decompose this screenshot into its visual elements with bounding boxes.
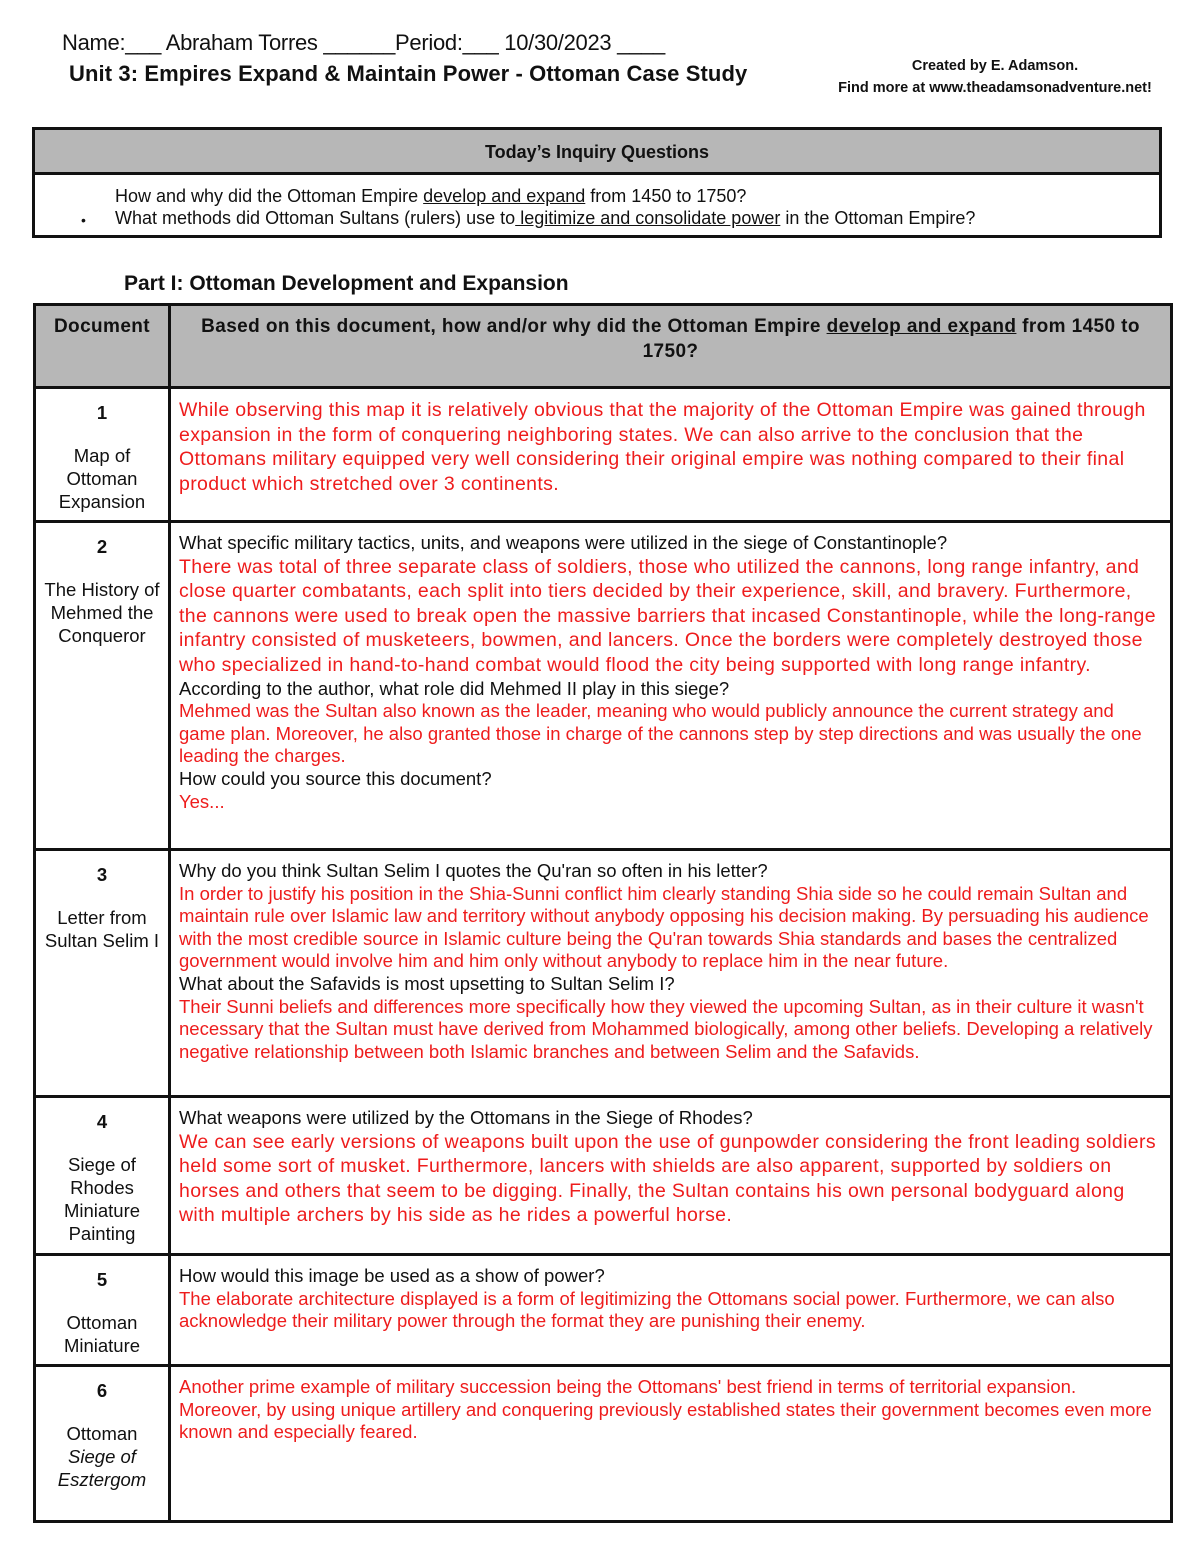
credit-author: Created by E. Adamson. (911, 58, 1079, 74)
document-title: Letter from Sultan Selim I (44, 907, 160, 951)
response-cell (170, 522, 1172, 850)
bullet: • (81, 212, 86, 228)
document-cell (35, 1255, 170, 1366)
document-title: Ottoman (66, 1423, 138, 1444)
document-cell (35, 1097, 170, 1255)
column-header-question: Based on this document, how and/or why did the Ottoman Empire develop and expand from 1450 to 1750? (170, 305, 1172, 388)
table-row (35, 1097, 1172, 1255)
answer-text: Yes... (179, 790, 225, 812)
answer-text: Another prime example of military succession being the Ottomans' best friend in terms of territorial expansion. Moreover, by using unique artillery and conquering previously established states their government becomes even more known and especially feared. (179, 1376, 1152, 1443)
document-cell (35, 388, 170, 522)
document-number: 2 (96, 536, 108, 557)
answer-text: Their Sunni beliefs and differences more specifically how they viewed the upcoming Sultan, as in their culture it wasn't necessary that the Sultan must have derived from Mohammed biologically, among other beliefs. Developing a relatively negative relationship between both Islamic branches and between Selim and the Safavids. (179, 995, 1153, 1062)
answer-text: We can see early versions of weapons built upon the use of gunpowder considering the front leading soldiers held some sort of musket. Furthermore, lancers with shields are also apparent, supported by soldiers on horses and others that seem to be digging. Finally, the Sultan contains his own personal bodyguard along with multiple archers by his side as he rides a powerful horse. (179, 1130, 1156, 1227)
inquiry-questions-box (32, 127, 1162, 238)
page-title: Unit 3: Empires Expand & Maintain Power - Ottoman Case Study (69, 61, 748, 86)
answer-text: There was total of three separate class of soldiers, those who utilized the cannons, long range infantry, and close quarter combatants, each split into tiers decided by their experience, skill, and bravery. Furthermore, the cannons were used to break open the massive barriers that incased Constantinople, while the long-range infantry consisted of musketeers, bowmen, and lancers. Once the borders were completely destroyed those who specialized in hand-to-hand combat would flood the city being supported with long range infantry. (179, 555, 1156, 676)
document-title: Ottoman Miniature (63, 1312, 141, 1356)
table-row (35, 1255, 1172, 1366)
question-text: How could you source this document? (179, 767, 492, 789)
question-text: Why do you think Sultan Selim I quotes the Qu'ran so often in his letter? (179, 860, 768, 881)
document-cell (35, 522, 170, 850)
document-title: Siege of Rhodes Miniature Painting (63, 1154, 141, 1244)
part-title: Part I: Ottoman Development and Expansion (124, 272, 569, 295)
response-cell (170, 850, 1172, 1097)
document-number: 3 (96, 864, 108, 885)
name-period-line: Name:___ Abraham Torres ______Period:___ 10/30/2023 ____ (62, 30, 665, 55)
answer-text: In order to justify his position in the Shia-Sunni conflict him clearly standing Shia side so he could remain Sultan and maintain rule over Islamic law and territory without anybody opposing his decision making. By persuading his audience with the most credible source in Islamic culture being the Qu'ran towards Shia standards and bases the centralized government would involve him and him only without anybody to replace him in the near future. (179, 882, 1149, 972)
document-number: 1 (96, 402, 108, 423)
question-text: What specific military tactics, units, and weapons were utilized in the siege of Constantinople? (179, 532, 948, 553)
document-table (33, 303, 1173, 1523)
response-cell (170, 1097, 1172, 1255)
table-row (35, 850, 1172, 1097)
credit-link: Find more at www.theadamsonadventure.net! (838, 80, 1152, 96)
question-text: According to the author, what role did Mehmed II play in this siege? (179, 677, 730, 699)
table-row (35, 1366, 1172, 1522)
document-title: The History of Mehmed the Conqueror (44, 579, 160, 646)
credit (810, 55, 1180, 99)
document-title-italic: Siege of Esztergom (57, 1446, 147, 1490)
column-header-document: Document (35, 305, 170, 388)
question-text: What weapons were utilized by the Ottomans in the Siege of Rhodes? (179, 1107, 753, 1128)
inquiry-heading: Today’s Inquiry Questions (35, 130, 1159, 175)
table-row (35, 388, 1172, 522)
response-cell (170, 388, 1172, 522)
response-cell (170, 1255, 1172, 1366)
inquiry-question-2: What methods did Ottoman Sultans (rulers) use to legitimize and consolidate power in the Ottoman Empire? (115, 208, 976, 228)
inquiry-question-1: How and why did the Ottoman Empire develop and expand from 1450 to 1750? (115, 186, 747, 206)
answer-text: Mehmed was the Sultan also known as the leader, meaning who would publicly announce the current strategy and game plan. Moreover, he also granted those in charge of the cannons step by step directions and was usually the one leading the charges. (179, 700, 1142, 767)
response-cell (170, 1366, 1172, 1522)
answer-text: The elaborate architecture displayed is a form of legitimizing the Ottomans social power. Furthermore, we can also acknowledge their military power through the format they are punishing their enemy. (179, 1287, 1115, 1332)
question-text: What about the Safavids is most upsetting to Sultan Selim I? (179, 972, 675, 994)
table-row (35, 522, 1172, 850)
document-cell (35, 1366, 170, 1522)
document-cell (35, 850, 170, 1097)
answer-text: While observing this map it is relatively obvious that the majority of the Ottoman Empire was gained through expansion in the form of conquering neighboring states. We can also arrive to the conclusion that the Ottomans military equipped very well considering their original empire was nothing compared to their final product which stretched over 3 continents. (179, 399, 1146, 495)
document-number: 6 (96, 1380, 108, 1401)
document-number: 5 (96, 1269, 108, 1290)
question-text: How would this image be used as a show of power? (179, 1265, 605, 1286)
document-title: Map of Ottoman Expansion (58, 445, 146, 512)
document-number: 4 (96, 1111, 108, 1132)
